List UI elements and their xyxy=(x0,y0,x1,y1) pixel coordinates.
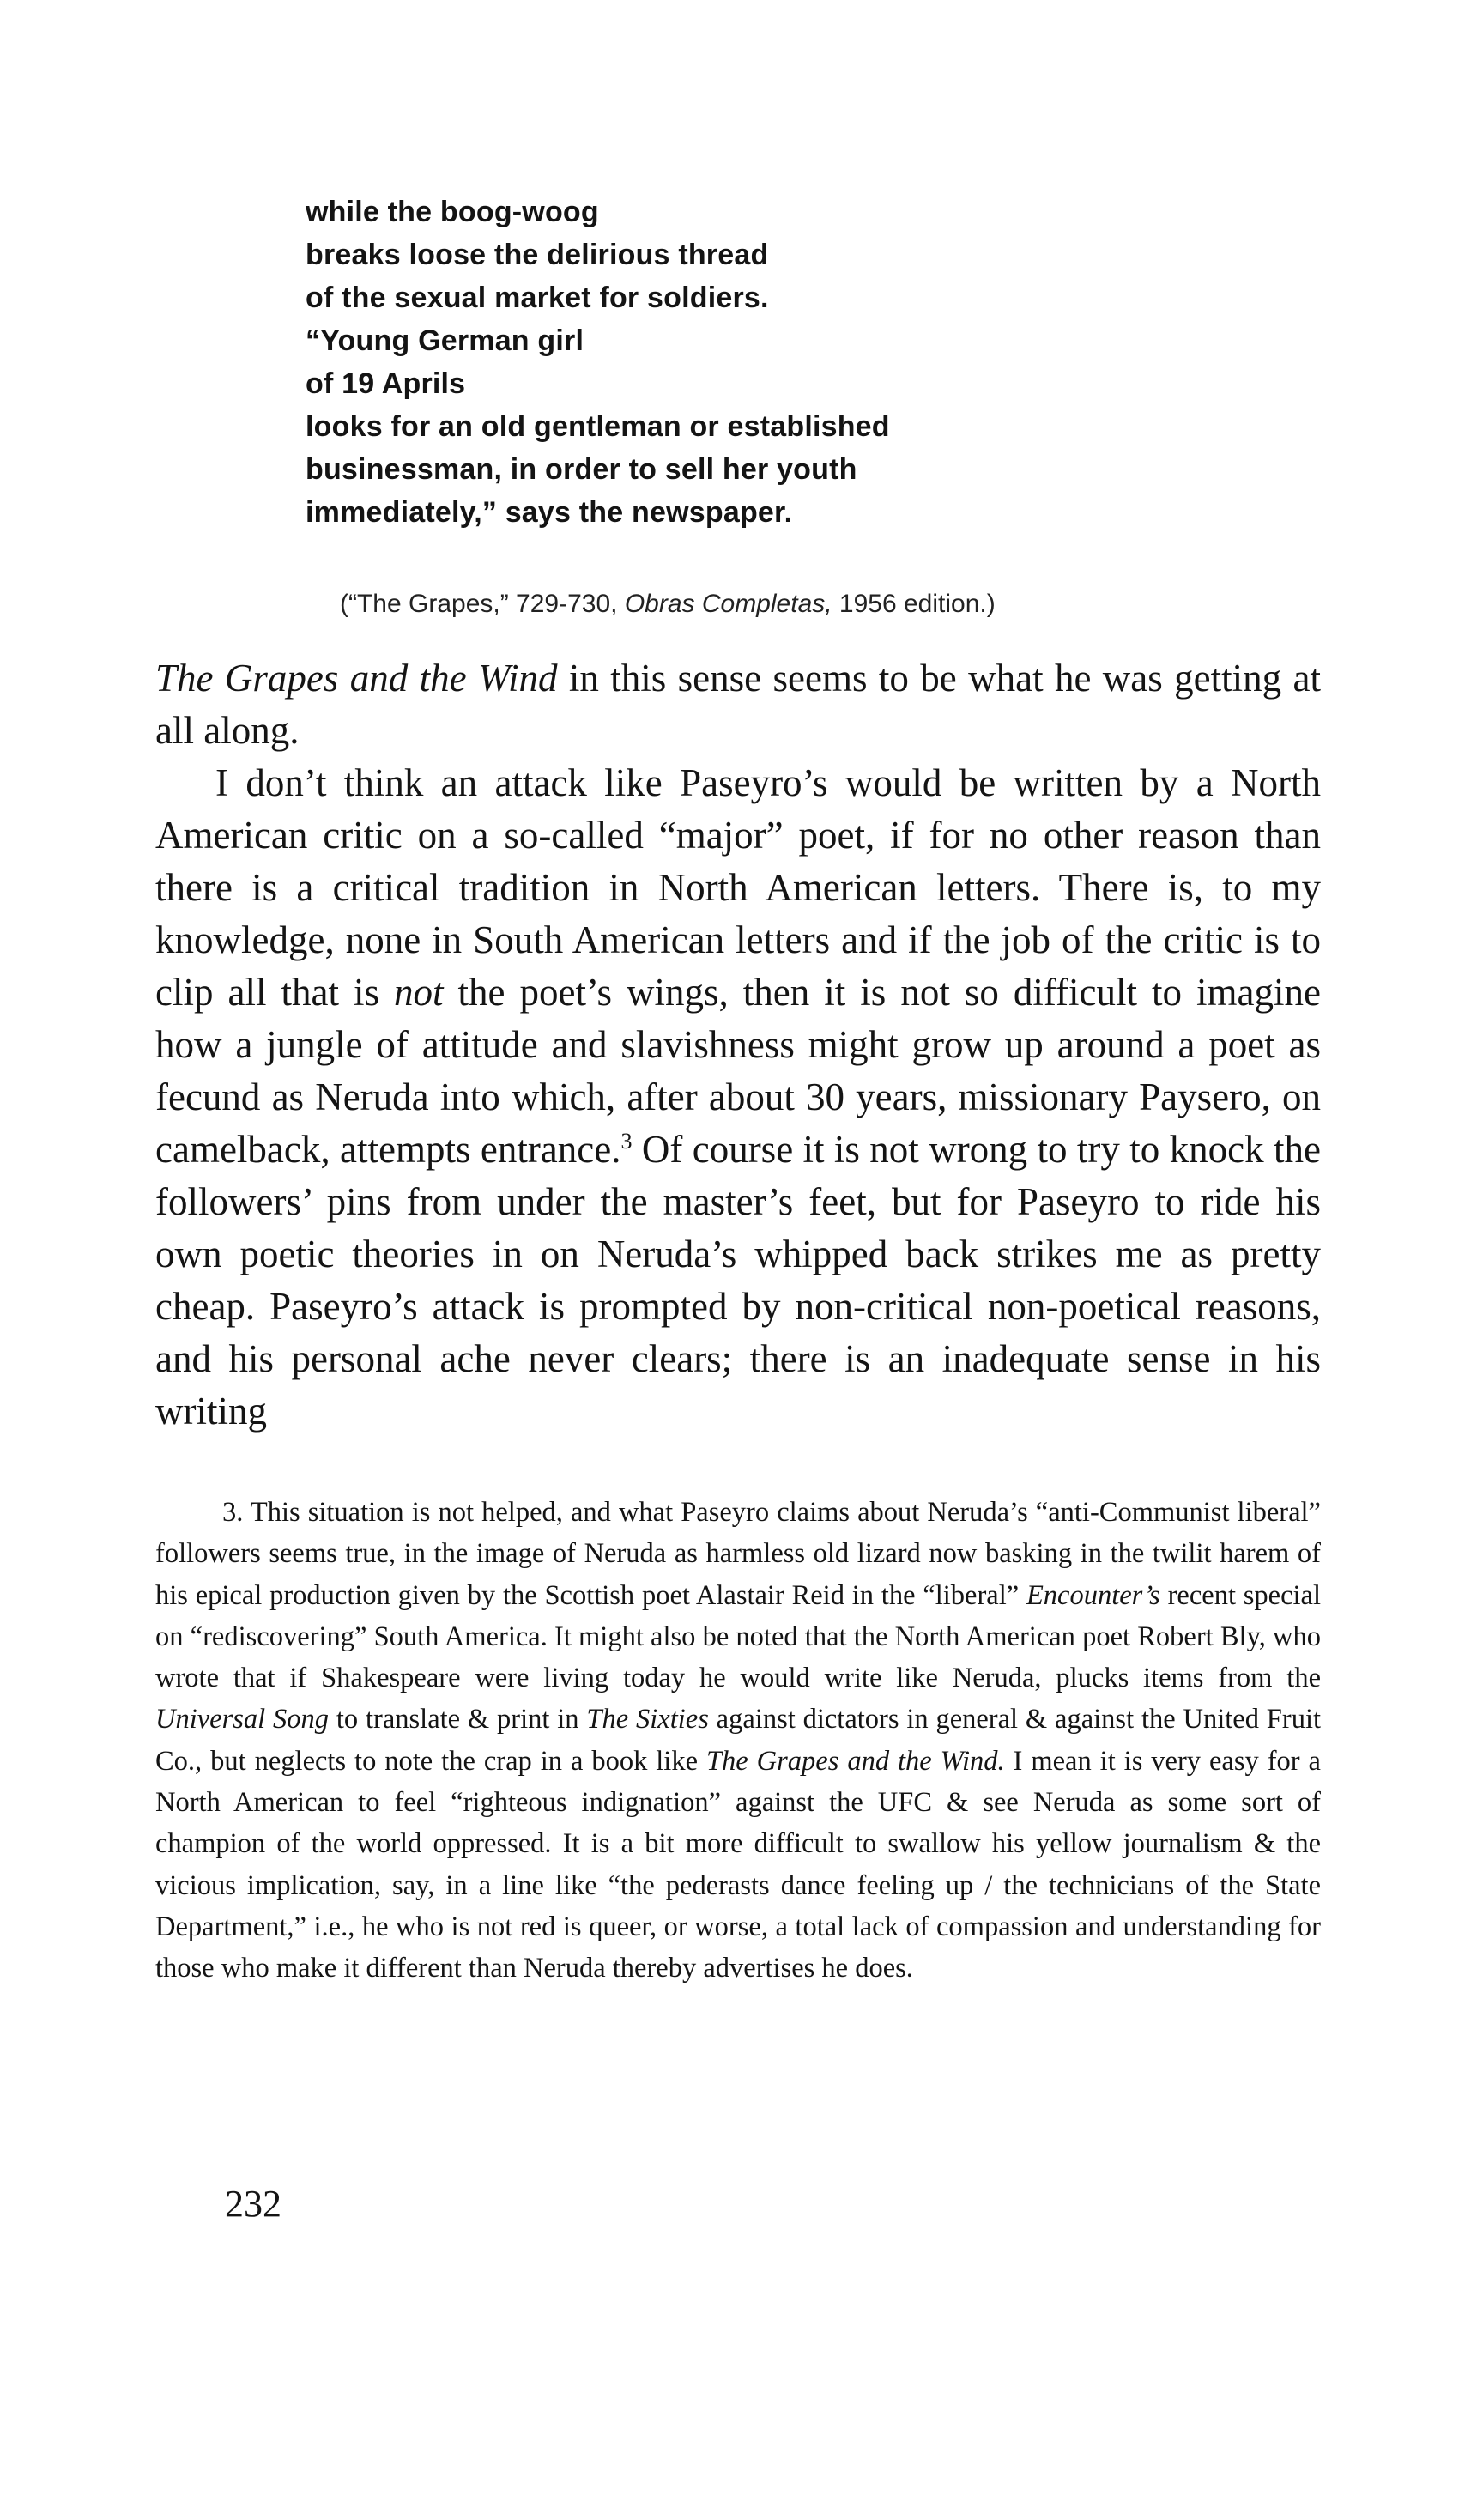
footnote-text-b: recent special on “rediscovering” South America. It might also be noted that the North American poet Robert Bly, who wrote that if Shakespeare were living today he would write like Neruda, plucks items from the xyxy=(155,1579,1322,1694)
book-title-grapes-footnote: The Grapes and the Wind. xyxy=(705,1745,1005,1777)
citation-work-title: Obras Completas, xyxy=(624,590,832,618)
book-title-grapes: The Grapes and the Wind xyxy=(155,657,558,700)
paragraph-2-text-a: I don’t think an attack like Paseyro’s would be written by a North American critic on a so-called “major” poet, if for no other reason than there is a critical tradition in North American letters. There is, to my knowledge, none in South American letters and if the job of the critic is to clip all that is xyxy=(155,761,1321,1014)
poem-line: while the boog-woog xyxy=(306,196,599,228)
paragraph-1-text: in this sense seems to be what he was getting at all along. xyxy=(155,657,1321,752)
paragraph-2 xyxy=(155,757,1321,1438)
poem-line: of 19 Aprils xyxy=(306,367,466,400)
page-number: 232 xyxy=(225,2183,281,2225)
poem-citation xyxy=(340,587,1198,621)
poem-line: businessman, in order to sell her youth xyxy=(306,453,857,486)
emphasis-not: not xyxy=(394,971,444,1014)
poem-line: of the sexual market for soldiers. xyxy=(306,282,769,314)
citation-open: (“The Grapes,” 729-730, xyxy=(340,590,625,618)
footnote-marker: 3 xyxy=(620,1129,633,1154)
paragraph-1 xyxy=(155,652,1321,757)
journal-title-encounter: Encounter’s xyxy=(1026,1579,1160,1611)
journal-title-sixties: The Sixties xyxy=(586,1704,709,1736)
body-text xyxy=(155,652,1321,1438)
poem-excerpt xyxy=(306,191,1078,534)
book-title-universal-song: Universal Song xyxy=(155,1704,330,1736)
poem-line: looks for an old gentleman or established xyxy=(306,410,890,443)
footnote-text-e: I mean it is very easy for a North American to feel “righteous indignation” against the UFC & see Neruda as some sort of champion of the world oppressed. It is a bit more difficult to swallow his yellow journalism & the vicious implication, say, in a line like “the pederasts dance feeling up / the technicians of the State Department,” i.e., he who is not red is queer, or worse, a total lack of compassion and understanding for those who make it different than Neruda thereby advertises he does. xyxy=(155,1745,1321,1984)
poem-line: immediately,” says the newspaper. xyxy=(306,496,793,529)
footnote-3 xyxy=(155,1492,1321,1990)
footnote-text-d: against dictators in general & against the United Fruit Co., but neglects to note the crap in a book like xyxy=(155,1704,1322,1777)
paragraph-2-text-b: the poet’s wings, then it is not so difficult to imagine how a jungle of attitude and slavishness might grow up around a poet as fecund as Neruda into which, after about 30 years, missionary Paysero, on camelback, attempts entrance. xyxy=(155,971,1321,1171)
footnote-text-a: 3. This situation is not helped, and what Paseyro claims about Neruda’s “anti-Communist liberal” followers seems true, in the image of Neruda as harmless old lizard now basking in the twilit harem of his epical production given by the Scottish poet Alastair Reid in the “liberal” xyxy=(155,1497,1321,1611)
poem-line: breaks loose the delirious thread xyxy=(306,239,769,271)
citation-close: 1956 edition.) xyxy=(832,590,996,618)
footnote-text-c: to translate & print in xyxy=(329,1704,587,1736)
poem-line: “Young German girl xyxy=(306,324,584,357)
paragraph-2-text-c: Of course it is not wrong to try to knock the followers’ pins from under the master’s feet, but for Paseyro to ride his own poetic theories in on Neruda’s whipped back strikes me as pretty cheap. Paseyro’s attack is prompted by non-critical non-poetical reasons, and his personal ache never clears; there is an inadequate sense in his writing xyxy=(155,1128,1321,1433)
